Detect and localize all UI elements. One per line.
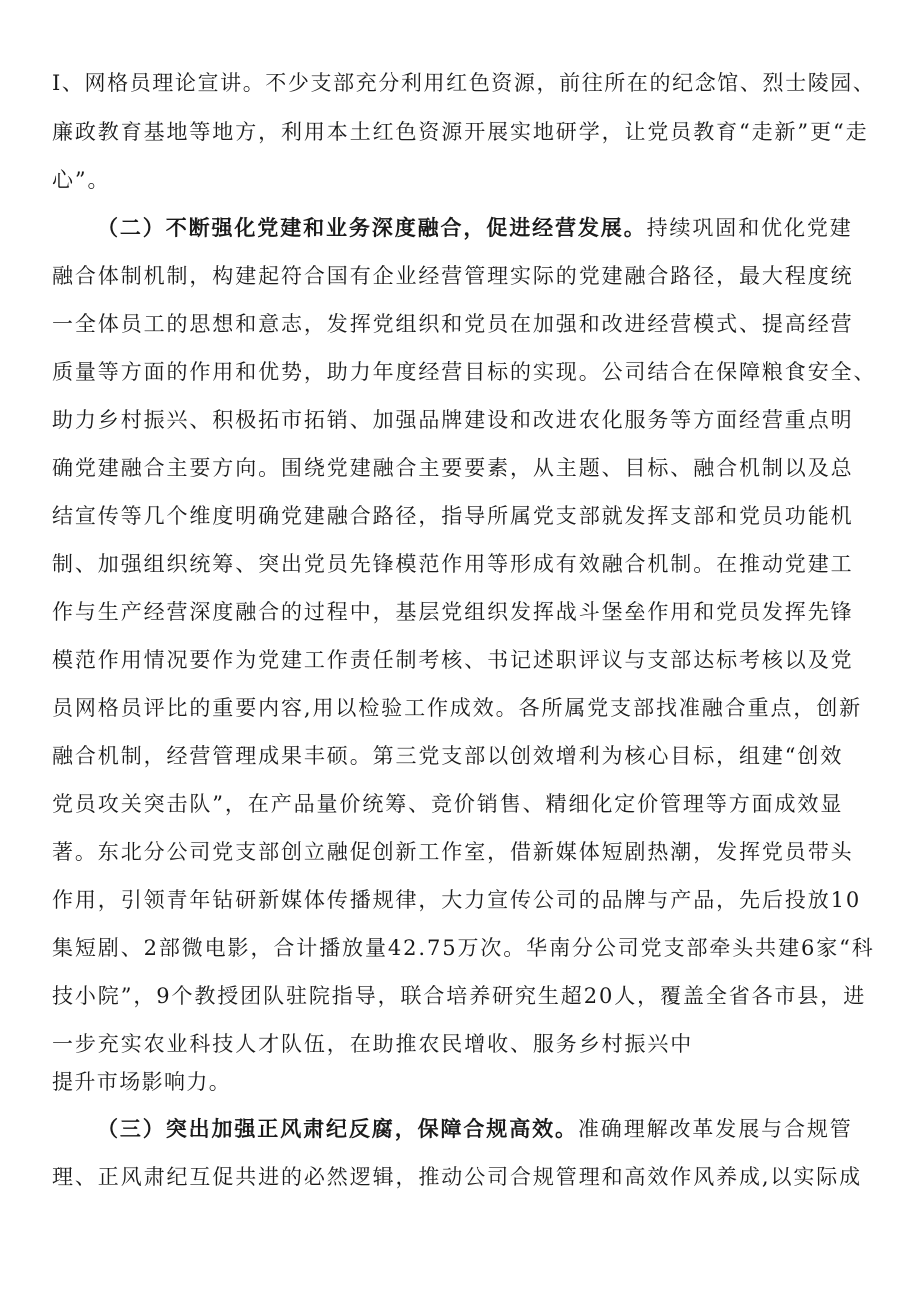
text-line: 提升市场影响力。	[52, 1070, 232, 1094]
section-2-lead-text: 持续巩固和优化党建	[646, 216, 853, 240]
text-line: 一步充实农业科技人才队伍，在助推农民增收、服务乡村振兴中	[52, 1032, 694, 1056]
text-line: I、网格员理论宣讲。不少支部充分利用红色资源，前往所在的纪念馆、烈士陵园、	[52, 71, 876, 95]
text-line: 制、加强组织统筹、突出党员先锋模范作用等形成有效融合机制。在推动党建工	[52, 552, 854, 576]
text-line: 结宣传等几个维度明确党建融合路径，指导所属党支部就发挥支部和党员功能机	[52, 504, 854, 528]
text-line: 心”。	[52, 168, 111, 192]
text-line: 党员攻关突击队”，在产品量价统筹、竞价销售、精细化定价管理等方面成效显	[52, 792, 844, 816]
text-line: 助力乡村振兴、积极拓市拓销、加强品牌建设和改进农化服务等方面经营重点明	[52, 408, 854, 432]
section-2-first-line	[97, 214, 876, 242]
section-3-heading: （三）突出加强正风肃纪反腐，保障合规高效。	[97, 1116, 578, 1141]
section-3-lead-text: 准确理解改革发展与合规管	[577, 1117, 853, 1141]
text-line: 融合机制，经营管理成果丰硕。第三党支部以创效增利为核心目标，组建“创效	[52, 744, 844, 768]
text-line: 作用，引领青年钻研新媒体传播规律，大力宣传公司的品牌与产品，先后投放10	[52, 888, 862, 912]
text-line: 质量等方面的作用和优势，助力年度经营目标的实现。公司结合在保障粮食安全、	[52, 360, 877, 384]
text-line: 融合体制机制，构建起符合国有企业经营管理实际的党建融合路径，最大程度统	[52, 264, 854, 288]
text-line: 著。东北分公司党支部创立融促创新工作室，借新媒体短剧热潮，发挥党员带头	[52, 840, 854, 864]
section-2-heading: （二）不断强化党建和业务深度融合，促进经营发展。	[97, 215, 647, 240]
text-line: 作与生产经营深度融合的过程中，基层党组织发挥战斗堡垒作用和党员发挥先锋	[52, 600, 854, 624]
text-line: 集短剧、2部微电影，合计播放量42.75万次。华南分公司党支部牵头共建6家“科	[52, 936, 875, 960]
text-line: 廉政教育基地等地方，利用本土红色资源开展实地研学，让党员教育“走新”更“走	[52, 120, 869, 144]
section-3-first-line	[97, 1115, 876, 1143]
text-line: 员网格员评比的重要内容,用以检验工作成效。各所属党支部找准融合重点，创新	[52, 696, 863, 720]
text-line: 技小院”，9个教授团队驻院指导，联合培养研究生超20人，覆盖全省各市县，进	[52, 984, 867, 1008]
text-line: 理、正风肃纪互促共进的必然逻辑，推动公司合规管理和高效作风养成,以实际成	[52, 1165, 863, 1189]
text-line: 模范作用情况要作为党建工作责任制考核、书记述职评议与支部达标考核以及党	[52, 648, 854, 672]
text-line: 一全体员工的思想和意志，发挥党组织和党员在加强和改进经营模式、提高经营	[52, 312, 854, 336]
text-line: 确党建融合主要方向。围绕党建融合主要要素，从主题、目标、融合机制以及总	[52, 456, 854, 480]
